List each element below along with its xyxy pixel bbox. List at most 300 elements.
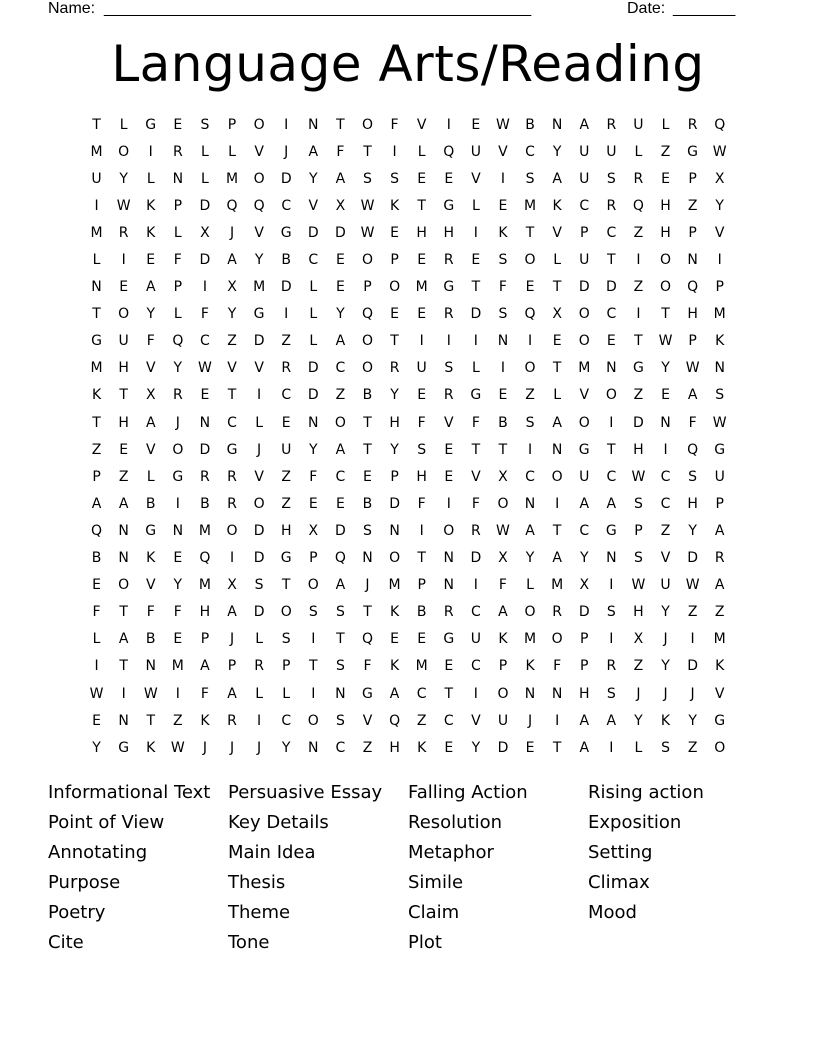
page-title: Language Arts/Reading (111, 35, 705, 93)
grid-letter: D (633, 414, 644, 431)
grid-letter: R (254, 658, 264, 675)
grid-letter: L (146, 170, 155, 187)
grid-letter: I (148, 143, 153, 160)
grid-letter: V (254, 224, 264, 241)
grid-letter: B (525, 116, 535, 133)
worksheet-header (48, 0, 748, 20)
grid-letter: N (335, 685, 346, 702)
grid-letter: I (609, 739, 614, 756)
grid-letter: I (446, 495, 451, 512)
grid-letter: N (308, 414, 319, 431)
grid-letter: C (443, 712, 454, 729)
grid-letter: K (715, 333, 725, 350)
grid-letter: V (254, 360, 264, 377)
grid-letter: Q (253, 197, 265, 214)
grid-letter: G (226, 441, 238, 458)
grid-letter: C (660, 468, 671, 485)
grid-letter: H (416, 468, 427, 485)
grid-letter: G (687, 143, 699, 160)
grid-letter: S (498, 306, 508, 323)
word-bank-item: Cite (48, 932, 84, 953)
grid-letter: N (308, 116, 319, 133)
grid-letter: Q (687, 441, 699, 458)
grid-letter: C (227, 414, 237, 431)
grid-letter: T (363, 143, 372, 160)
word-bank-item: Annotating (48, 842, 148, 863)
grid-letter: T (661, 306, 670, 323)
grid-letter: W (631, 468, 646, 485)
grid-letter: O (118, 577, 130, 594)
grid-letter: V (254, 468, 264, 485)
grid-letter: K (715, 658, 725, 675)
grid-letter: Q (226, 197, 238, 214)
grid-letter: T (363, 441, 372, 458)
grid-letter: T (607, 441, 616, 458)
grid-letter: T (525, 224, 535, 241)
grid-letter: R (470, 522, 481, 539)
grid-letter: O (551, 631, 563, 648)
grid-letter: O (524, 252, 536, 269)
grid-letter: D (253, 333, 265, 350)
grid-letter: O (660, 279, 672, 296)
grid-letter: H (118, 360, 129, 377)
grid-letter: E (92, 577, 101, 594)
grid-row (83, 734, 733, 761)
grid-letter: W (658, 333, 673, 350)
grid-letter: O (253, 170, 265, 187)
grid-letter: N (606, 360, 617, 377)
grid-letter: I (527, 333, 533, 350)
grid-letter: T (363, 414, 372, 431)
grid-letter: U (714, 468, 725, 485)
grid-letter: P (92, 468, 101, 485)
grid-letter: T (471, 279, 481, 296)
grid-letter: P (390, 468, 399, 485)
grid-letter: L (553, 252, 562, 269)
grid-letter: L (201, 170, 209, 187)
grid-letter: M (578, 360, 591, 377)
grid-letter: P (580, 224, 589, 241)
grid-letter: R (443, 252, 454, 269)
grid-letter: A (389, 685, 400, 702)
grid-row (83, 572, 733, 599)
grid-letter: L (173, 224, 182, 241)
grid-letter: Z (362, 739, 373, 756)
grid-letter: T (309, 658, 318, 675)
word-bank-item: Persuasive Essay (228, 782, 383, 803)
word-bank-item: Tone (228, 932, 270, 953)
grid-letter: K (552, 197, 562, 214)
grid-letter: I (717, 252, 722, 269)
grid-letter: K (660, 712, 671, 729)
grid-letter: V (362, 712, 373, 729)
grid-letter: A (200, 658, 210, 675)
grid-letter: F (471, 414, 480, 431)
grid-letter: E (498, 387, 508, 404)
grid-letter: O (524, 604, 536, 621)
grid-letter: H (578, 685, 590, 702)
name-blank-line[interactable]: ________________________________________________ (104, 0, 532, 17)
grid-letter: F (200, 685, 209, 702)
grid-letter: W (496, 522, 510, 539)
grid-letter: F (553, 658, 562, 675)
grid-letter: T (227, 387, 237, 404)
grid-row (83, 355, 733, 382)
grid-letter: Q (443, 143, 455, 160)
grid-letter: Y (661, 360, 670, 377)
grid-letter: Z (525, 387, 535, 404)
grid-row (83, 192, 733, 219)
grid-letter: Y (471, 739, 481, 756)
grid-letter: N (660, 414, 671, 431)
grid-letter: R (606, 116, 617, 133)
grid-letter: W (198, 360, 212, 377)
grid-letter: Y (281, 739, 291, 756)
grid-letter: Y (661, 604, 670, 621)
grid-letter: K (498, 631, 508, 648)
grid-letter: S (281, 631, 291, 648)
grid-letter: V (471, 712, 481, 729)
grid-letter: A (335, 170, 346, 187)
grid-letter: O (172, 441, 184, 458)
grid-letter: E (417, 170, 427, 187)
grid-letter: F (173, 604, 182, 621)
grid-letter: J (229, 631, 235, 648)
grid-letter: H (199, 604, 211, 621)
grid-letter: F (363, 658, 372, 675)
grid-letter: F (200, 306, 209, 323)
grid-row (83, 382, 733, 409)
grid-letter: P (634, 522, 643, 539)
grid-letter: B (362, 387, 373, 404)
grid-letter: U (470, 631, 481, 648)
word-bank-item: Purpose (48, 872, 121, 893)
grid-letter: K (417, 739, 427, 756)
grid-letter: G (253, 306, 265, 323)
grid-letter: U (579, 143, 590, 160)
grid-letter: O (551, 468, 563, 485)
grid-letter: R (172, 387, 183, 404)
grid-letter: J (690, 685, 695, 702)
grid-letter: I (284, 116, 289, 133)
grid-letter: X (552, 306, 562, 323)
grid-letter: I (175, 495, 180, 512)
grid-row (83, 328, 733, 355)
grid-letter: S (633, 550, 643, 567)
grid-letter: N (91, 279, 102, 296)
grid-letter: Q (389, 712, 401, 729)
grid-letter: D (307, 360, 319, 377)
grid-letter: I (284, 306, 289, 323)
grid-letter: O (361, 333, 373, 350)
grid-letter: D (253, 604, 265, 621)
grid-letter: L (634, 739, 643, 756)
grid-letter: C (470, 658, 481, 675)
grid-letter: R (714, 550, 725, 567)
grid-letter: P (281, 658, 291, 675)
word-search-grid (83, 111, 733, 761)
grid-letter: L (92, 631, 101, 648)
grid-letter: F (688, 414, 697, 431)
grid-letter: C (606, 306, 617, 323)
grid-row (83, 490, 733, 517)
grid-letter: N (145, 658, 156, 675)
grid-letter: W (496, 116, 510, 133)
grid-letter: S (606, 170, 616, 187)
grid-letter: C (335, 360, 346, 377)
grid-letter: D (253, 550, 265, 567)
grid-letter: Q (714, 116, 726, 133)
grid-letter: E (444, 170, 454, 187)
grid-letter: Z (660, 143, 671, 160)
grid-letter: V (579, 387, 590, 404)
grid-letter: F (498, 577, 507, 594)
grid-letter: N (551, 441, 563, 458)
grid-letter: T (607, 252, 616, 269)
grid-letter: I (609, 631, 614, 648)
grid-letter: S (308, 604, 318, 621)
grid-letter: E (173, 550, 183, 567)
grid-letter: E (417, 306, 427, 323)
word-bank-item: Point of View (48, 812, 165, 833)
grid-letter: C (308, 252, 319, 269)
grid-letter: Z (335, 387, 346, 404)
word-bank-item: Theme (228, 902, 291, 923)
grid-letter: E (444, 739, 454, 756)
grid-row (83, 301, 733, 328)
grid-letter: R (633, 170, 644, 187)
grid-letter: A (227, 685, 237, 702)
grid-letter: H (118, 414, 129, 431)
word-bank-item: Exposition (588, 812, 682, 833)
grid-letter: C (335, 739, 346, 756)
grid-letter: S (335, 712, 345, 729)
grid-row (83, 165, 733, 192)
grid-letter: S (715, 387, 725, 404)
grid-letter: M (225, 170, 239, 187)
grid-letter: Y (634, 712, 643, 729)
grid-letter: C (200, 333, 210, 350)
grid-letter: L (309, 279, 318, 296)
grid-row (83, 111, 733, 138)
grid-row (83, 246, 733, 273)
grid-letter: A (145, 279, 156, 296)
grid-letter: F (417, 495, 426, 512)
grid-letter: I (311, 685, 316, 702)
grid-letter: J (175, 414, 180, 431)
grid-letter: S (525, 414, 535, 431)
grid-letter: V (471, 170, 481, 187)
grid-letter: L (228, 143, 236, 160)
grid-letter: T (390, 333, 399, 350)
grid-letter: N (362, 550, 373, 567)
grid-letter: A (118, 631, 129, 648)
grid-letter: L (471, 360, 480, 377)
grid-letter: S (444, 360, 454, 377)
grid-letter: E (444, 441, 454, 458)
grid-letter: O (334, 414, 346, 431)
grid-letter: O (578, 306, 590, 323)
grid-letter: O (660, 252, 672, 269)
grid-letter: A (335, 441, 346, 458)
grid-letter: P (715, 495, 724, 512)
grid-letter: B (498, 414, 508, 431)
grid-letter: O (578, 333, 590, 350)
grid-letter: L (526, 577, 534, 594)
grid-letter: L (255, 631, 264, 648)
grid-letter: W (170, 739, 185, 756)
grid-letter: L (119, 116, 128, 133)
grid-letter: T (92, 116, 101, 133)
grid-letter: Y (688, 522, 697, 539)
grid-letter: E (363, 468, 372, 485)
grid-letter: Y (579, 550, 589, 567)
grid-letter: Y (525, 550, 535, 567)
grid-letter: D (389, 495, 400, 512)
grid-letter: R (443, 387, 454, 404)
grid-letter: Z (633, 387, 644, 404)
grid-letter: E (173, 631, 183, 648)
grid-letter: O (389, 279, 401, 296)
grid-letter: L (173, 306, 182, 323)
grid-letter: K (200, 712, 210, 729)
grid-letter: V (443, 414, 454, 431)
grid-letter: C (470, 604, 481, 621)
grid-letter: C (660, 495, 671, 512)
grid-letter: C (579, 197, 590, 214)
grid-letter: T (336, 631, 345, 648)
grid-letter: I (500, 360, 506, 377)
grid-letter: R (389, 360, 400, 377)
grid-letter: A (335, 333, 346, 350)
grid-letter: G (145, 116, 157, 133)
grid-letter: L (417, 143, 426, 160)
grid-letter: F (336, 143, 345, 160)
grid-letter: G (172, 468, 184, 485)
grid-letter: D (280, 170, 292, 187)
grid-letter: U (579, 252, 590, 269)
grid-letter: I (311, 631, 316, 648)
grid-letter: M (253, 279, 266, 296)
grid-letter: Q (361, 631, 373, 648)
grid-letter: A (525, 522, 535, 539)
grid-letter: E (471, 252, 481, 269)
grid-letter: W (360, 224, 375, 241)
grid-letter: R (552, 604, 562, 621)
grid-letter: X (498, 550, 508, 567)
grid-letter: R (606, 658, 617, 675)
grid-letter: Z (173, 712, 183, 729)
grid-letter: Z (91, 441, 102, 458)
grid-letter: Q (524, 306, 536, 323)
grid-letter: Z (633, 658, 644, 675)
grid-letter: I (473, 224, 478, 241)
grid-letter: N (687, 252, 698, 269)
grid-letter: S (661, 739, 670, 756)
grid-letter: K (146, 197, 156, 214)
grid-letter: S (498, 252, 508, 269)
grid-letter: E (417, 252, 427, 269)
grid-letter: P (227, 116, 237, 133)
grid-letter: B (200, 495, 210, 512)
grid-letter: O (253, 495, 265, 512)
grid-row (83, 517, 733, 544)
grid-letter: T (552, 522, 562, 539)
grid-letter: O (714, 739, 726, 756)
grid-letter: F (173, 252, 182, 269)
grid-letter: L (553, 387, 562, 404)
grid-letter: Z (281, 468, 291, 485)
grid-letter: S (606, 604, 616, 621)
grid-letter: S (606, 685, 616, 702)
grid-letter: E (390, 631, 399, 648)
grid-letter: P (688, 333, 697, 350)
grid-letter: B (145, 631, 156, 648)
grid-letter: P (580, 631, 589, 648)
grid-letter: I (690, 631, 695, 648)
date-blank-line[interactable]: _______ (673, 0, 736, 17)
grid-letter: T (281, 577, 291, 594)
grid-letter: V (660, 550, 671, 567)
word-bank (48, 778, 768, 958)
word-bank-item: Informational Text (48, 782, 211, 803)
grid-letter: I (202, 279, 207, 296)
grid-letter: W (712, 143, 727, 160)
grid-letter: N (172, 522, 184, 539)
grid-letter: F (146, 604, 155, 621)
grid-letter: Z (118, 468, 129, 485)
grid-letter: Y (390, 441, 399, 458)
word-bank-item: Key Details (228, 812, 329, 833)
grid-letter: I (121, 685, 126, 702)
grid-letter: O (389, 550, 401, 567)
grid-letter: J (229, 739, 235, 756)
grid-letter: R (443, 604, 454, 621)
grid-letter: P (688, 170, 697, 187)
word-bank-item: Setting (588, 842, 653, 863)
date-label: Date: (627, 0, 666, 17)
grid-letter: P (417, 577, 426, 594)
grid-letter: T (417, 197, 426, 214)
grid-letter: Q (199, 550, 211, 567)
grid-letter: P (363, 279, 372, 296)
grid-letter: J (257, 441, 262, 458)
grid-letter: J (229, 224, 235, 241)
grid-letter: W (712, 414, 727, 431)
grid-letter: E (200, 387, 210, 404)
grid-letter: N (714, 360, 725, 377)
grid-letter: O (307, 577, 319, 594)
grid-letter: O (497, 685, 509, 702)
grid-letter: U (579, 468, 590, 485)
grid-letter: R (227, 468, 237, 485)
grid-letter: Y (309, 441, 318, 458)
grid-letter: N (443, 577, 454, 594)
grid-letter: A (606, 712, 617, 729)
grid-letter: G (470, 387, 482, 404)
grid-letter: Y (173, 360, 183, 377)
grid-letter: D (199, 197, 211, 214)
word-bank-item: Main Idea (228, 842, 316, 863)
grid-letter: L (634, 143, 643, 160)
grid-letter: Y (119, 170, 128, 187)
grid-letter: B (145, 495, 156, 512)
grid-letter: I (419, 522, 424, 539)
grid-letter: E (119, 441, 129, 458)
grid-letter: H (280, 522, 292, 539)
grid-letter: I (500, 170, 506, 187)
grid-letter: N (389, 522, 400, 539)
